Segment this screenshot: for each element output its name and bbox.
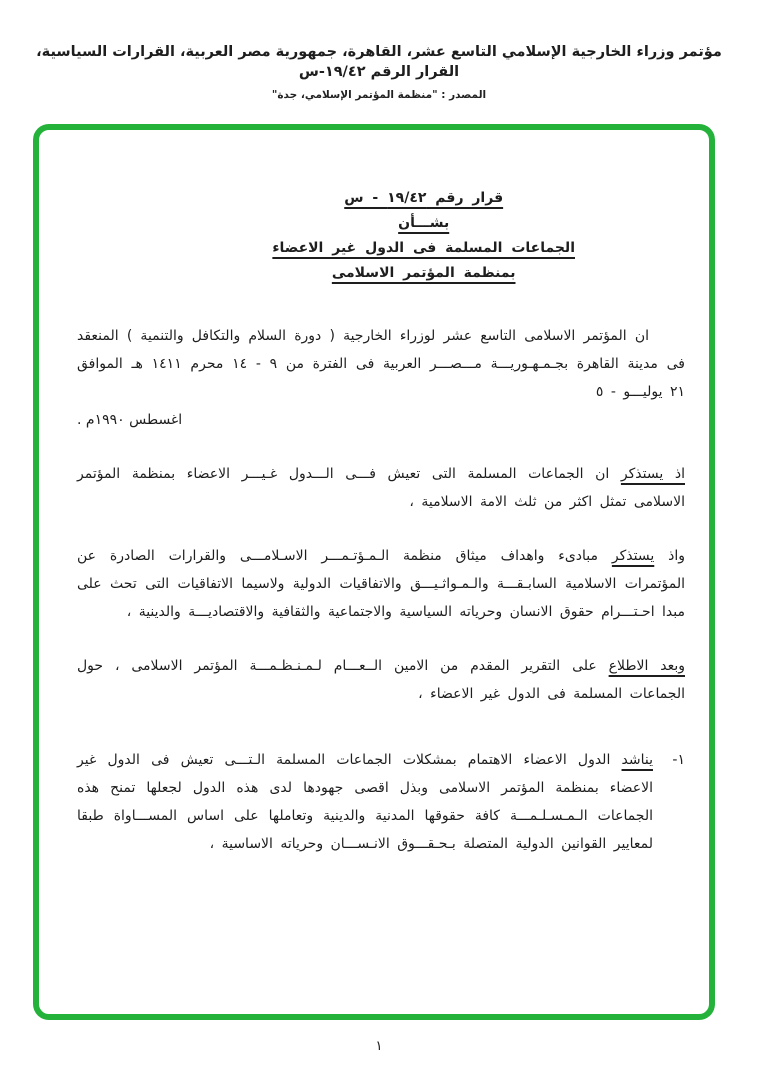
date-continuation-line: اغسطس ١٩٩٠م . xyxy=(77,412,183,428)
paragraph-pre: واذ xyxy=(654,548,685,564)
paragraph-underlined-lead: اذ يستذكر xyxy=(620,466,685,482)
header-citation: مؤتمر وزراء الخارجية الإسلامي التاسع عشر، القاهرة، جمهورية مصر العربية، القرارات السياسية، القرار الرقم ١٩/٤٢-س xyxy=(36,44,722,80)
page-number: ١ xyxy=(375,1038,383,1054)
item-body xyxy=(77,746,653,858)
title-subject-line-1: الجماعات المسلمة فى الدول غير الاعضاء xyxy=(272,240,575,256)
paragraph-body-text: ان الجماعات المسلمة التى تعيش فـــى الـــدول غـيـــر الاعضاء بمنظمة المؤتمر الاسلامى تمثل اكثر من ثلث الامة الاسلامية ، xyxy=(77,466,685,510)
paragraph-body-text: مبادىء واهداف ميثاق منظمة الـمـؤتـمـــر الاسـلامـــى والقرارات الصادرة عن المؤتمرات الاسلامية السابـقـــة والـمـواثـيـــق والاتفاقيات الدولية ولاسيما الاتفاقيات التى تحث على مبدا احـتـــرام حقوق الانسان وحرياته السياسية والاجتماعية والثقافية والاقتصاديـــة والدينية ، xyxy=(77,548,685,620)
paragraph-having-reviewed-report xyxy=(77,652,685,708)
paragraph-session-preamble-text: ان المؤتمر الاسلامى التاسع عشر لوزراء الخارجية ( دورة السلام والتكافل والتنمية ) المنعقد فى مدينة القاهرة بجـمـهـوريـــة مـــصـــر العربية فى الفترة من ٩ - ١٤ محرم ١٤١١ هـ الموافق ٢١ يوليـــو - ٥ xyxy=(77,328,685,400)
item-underlined-lead: يناشد xyxy=(621,752,653,768)
title-subject-line-2: بمنظمة المؤتمر الاسلامى xyxy=(331,265,516,281)
paragraph-recalling-communities xyxy=(77,460,685,516)
paragraph-body-text: على التقرير المقدم من الامين الــعـــام لـمـنـظـمـــة المؤتمر الاسلامى ، حول الجماعات المسلمة فى الدول غير الاعضاء ، xyxy=(77,658,685,702)
green-border-frame xyxy=(33,124,715,1020)
paragraph-underlined-lead: وبعد الاطلاع xyxy=(608,658,685,674)
resolution-item-1 xyxy=(77,746,685,858)
resolution-title-block xyxy=(272,186,575,286)
item-body-text: الدول الاعضاء الاهتمام بمشكلات الجماعات المسلمة الـتـــى تعيش فى الدول غير الاعضاء بمنظمة المؤتمر الاسلامى وبذل اقصى جهودها لدى هذه الدول لجعلها تمنح هذه الجماعات الـمـسـلـمـــة كافة حقوقها المدنية والدينية وتعاملها على اساس المســـاواة طبقا لمعايير القوانين الدولية المتصلة بـحـقـــوق الانـســـان وحرياته الاساسية ، xyxy=(77,752,653,852)
item-number: ١- xyxy=(672,752,685,768)
title-resolution-number: قرار رقم ١٩/٤٢ - س xyxy=(344,190,504,206)
paragraph-underlined-lead: يستذكر xyxy=(611,548,655,564)
title-concerning: بشـــأن xyxy=(398,215,450,231)
source-line: المصدر : "منظمة المؤتمر الإسلامي، جدة" xyxy=(271,89,487,101)
paragraph-recalling-charter xyxy=(77,542,685,626)
paragraph-session-preamble xyxy=(77,322,685,406)
